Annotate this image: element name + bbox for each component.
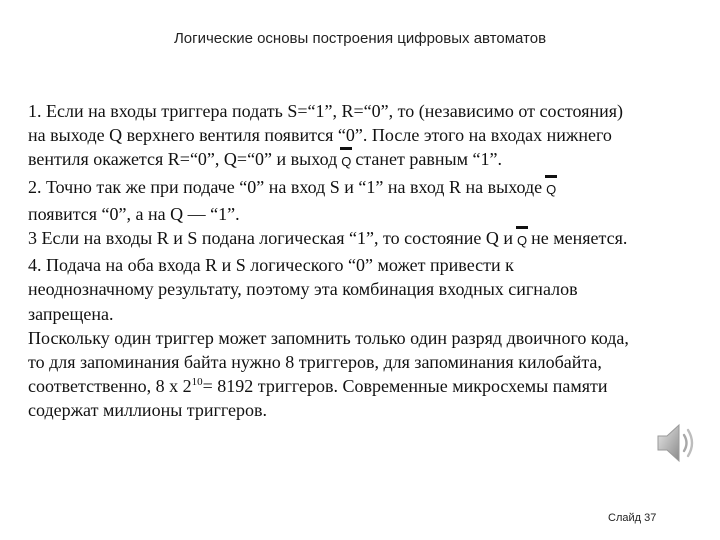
text-line [28, 147, 708, 174]
text-line [28, 175, 708, 202]
speaker-icon[interactable] [654, 420, 700, 466]
text-fragment: не меняется. [531, 228, 628, 249]
q-bar-symbol: Q [546, 175, 556, 202]
text-fragment: 2. Точно так же при подаче “0” на вход S и “1” на вход R на выходе [28, 176, 543, 197]
text-line: запрещена. [28, 303, 114, 324]
slide-title: Логические основы построения цифровых автоматов [173, 30, 547, 47]
text-line [28, 226, 708, 253]
text-line: содержат миллионы триггеров. [28, 400, 268, 421]
text-line [28, 374, 708, 398]
text-line: появится “0”, а на Q — “1”. [28, 203, 240, 224]
text-fragment: 3 Если на входы R и S подана логическая “1”, то состояние Q и [28, 228, 514, 249]
text-line: 1. Если на входы триггера подать S=“1”, R=“0”, то (независимо от состояния) [28, 101, 624, 121]
text-fragment: станет равным “1”. [355, 149, 502, 170]
text-fragment: соответственно, 8 х 2 [28, 376, 192, 397]
text-fragment: = 8192 триггеров. Современные микросхемы памяти [202, 376, 608, 397]
text-line: Поскольку один триггер может запомнить только один разряд двоичного кода, [28, 327, 629, 348]
text-line: то для запоминания байта нужно 8 триггеров, для запоминания килобайта, [28, 352, 602, 373]
q-bar-symbol: Q [517, 226, 527, 253]
text-fragment: вентиля окажется R=“0”, Q=“0” и выход [28, 149, 338, 170]
q-bar-symbol: Q [341, 147, 351, 174]
text-line: на выходе Q верхнего вентиля появится “0”. После этого на входах нижнего [28, 125, 612, 146]
text-line: 4. Подача на оба входа R и S логического “0” может привести к [28, 255, 514, 276]
text-line: неоднозначному результату, поэтому эта комбинация входных сигналов [28, 279, 578, 300]
slide-body [28, 99, 708, 423]
exponent: 10 [191, 376, 203, 389]
slide-number: Слайд 37 [608, 512, 657, 524]
